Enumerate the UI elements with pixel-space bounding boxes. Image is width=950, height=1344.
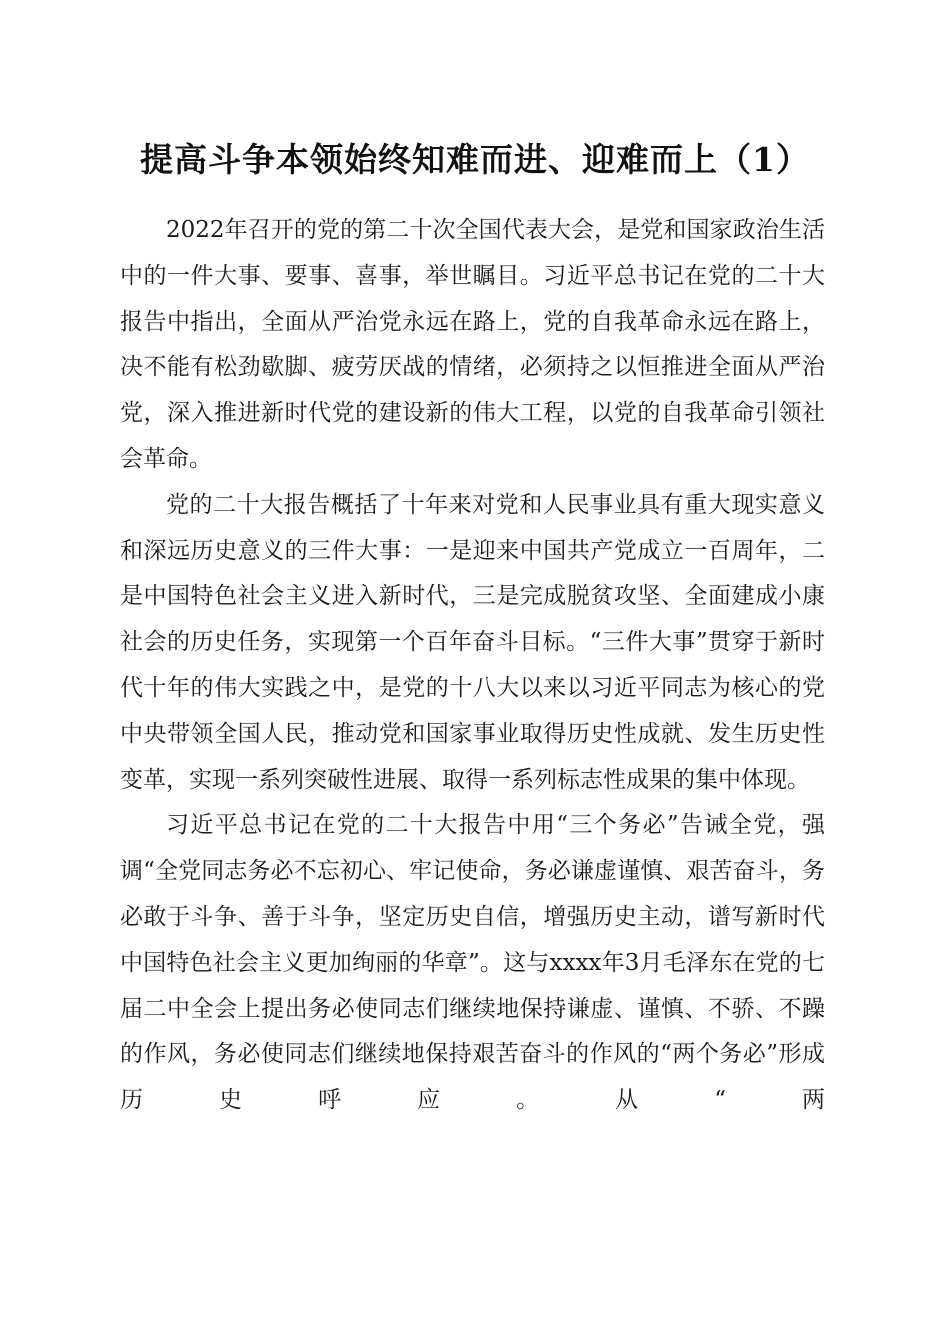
- paragraph-1: 2022年召开的党的第二十次全国代表大会，是党和国家政治生活中的一件大事、要事、喜事，举世瞩目。习近平总书记在党的二十大报告中指出，全面从严治党永远在路上，党的自我革命永远在路上，决不能有松劲歇脚、疲劳厌战的情绪，必须持之以恒推进全面从严治党，深入推进新时代党的建设新的伟大工程，以党的自我革命引领社会革命。: [120, 217, 825, 472]
- document-title: 提高斗争本领始终知难而进、迎难而上（1）: [140, 140, 810, 179]
- paragraph-2: 党的二十大报告概括了十年来对党和人民事业具有重大现实意义和深远历史意义的三件大事：一是迎来中国共产党成立一百周年，二是中国特色社会主义进入新时代，三是完成脱贫攻坚、全面建成小康社会的历史任务，实现第一个百年奋斗目标。“三件大事”贯穿于新时代十年的伟大实践之中，是党的十八大以来以习近平同志为核心的党中央带领全国人民，推动党和国家事业取得历史性成就、发生历史性变革，实现一系列突破性进展、取得一系列标志性成果的集中体现。: [120, 491, 825, 793]
- paragraph-3: 习近平总书记在党的二十大报告中用“三个务必”告诫全党，强调“全党同志务必不忘初心、牢记使命，务必谦虚谨慎、艰苦奋斗，务必敢于斗争、善于斗争，坚定历史自信，增强历史主动，谱写新时代中国特色社会主义更加绚丽的华章”。这与xxxx年3月毛泽东在党的七届二中全会上提出务必使同志们继续地保持谦虚、谨慎、不骄、不躁的作风，务必使同志们继续地保持艰苦奋斗的作风的“两个务必”形成历史呼应。从“两: [120, 812, 825, 1114]
- document-body: [120, 208, 825, 1124]
